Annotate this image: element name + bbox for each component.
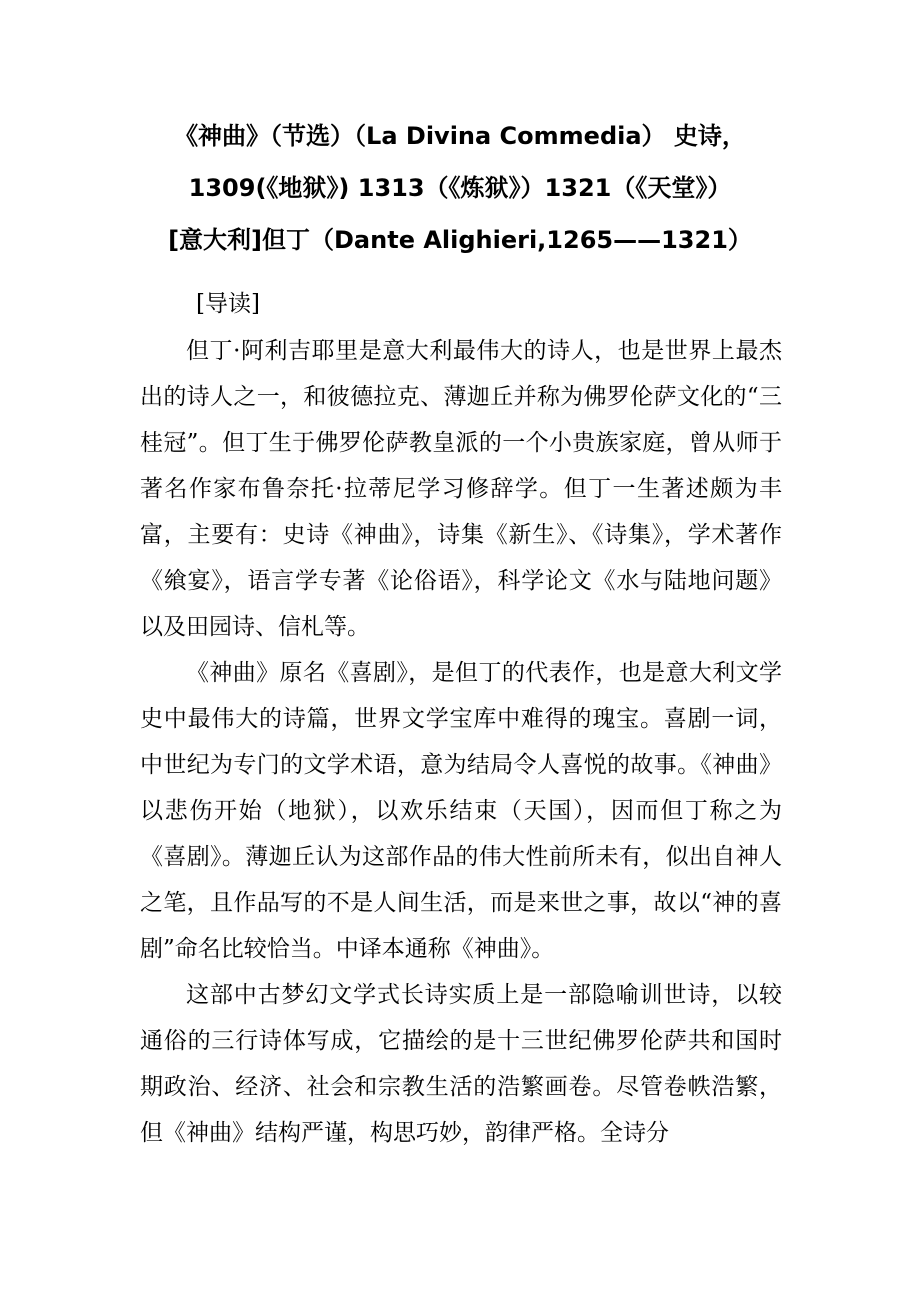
document-title <box>120 110 800 266</box>
section-label-intro: [导读] <box>196 291 260 317</box>
paragraph-2: 《神曲》原名《喜剧》，是但丁的代表作，也是意大利文学史中最伟大的诗篇，世界文学宝库中难得的瑰宝。喜剧一词，中世纪为专门的文学术语，意为结局令人喜悦的故事。《神曲》以悲伤开始（地狱），以欢乐结束（天国），因而但丁称之为《喜剧》。薄迦丘认为这部作品的伟大性前所未有，似出自神人之笔，且作品写的不是人间生活，而是来世之事，故以“神的喜剧”命名比较恰当。中译本通称《神曲》。 <box>140 660 782 962</box>
paragraph-1: 但丁·阿利吉耶里是意大利最伟大的诗人，也是世界上最杰出的诗人之一，和彼德拉克、薄迦丘并称为佛罗伦萨文化的“三桂冠”。但丁生于佛罗伦萨教皇派的一个小贵族家庭，曾从师于著名作家布鲁奈托·拉蒂尼学习修辞学。但丁一生著述颇为丰富，主要有：史诗《神曲》，诗集《新生》、《诗集》，学术著作《飨宴》，语言学专著《论俗语》，科学论文《水与陆地问题》以及田园诗、信札等。 <box>140 338 782 640</box>
body-text <box>140 328 782 1156</box>
title-line-3: [意大利]但丁（Dante Alighieri,1265——1321） <box>168 226 752 254</box>
title-line-2: 1309(《地狱》) 1313（《炼狱》）1321（《天堂》） <box>188 174 732 202</box>
paragraph-3: 这部中古梦幻文学式长诗实质上是一部隐喻训世诗，以较通俗的三行诗体写成，它描绘的是十三世纪佛罗伦萨共和国时期政治、经济、社会和宗教生活的浩繁画卷。尽管卷帙浩繁，但《神曲》结构严谨，构思巧妙，韵律严格。全诗分 <box>140 982 782 1146</box>
title-line-1: 《神曲》（节选）（La Divina Commedia） 史诗， <box>174 122 746 150</box>
